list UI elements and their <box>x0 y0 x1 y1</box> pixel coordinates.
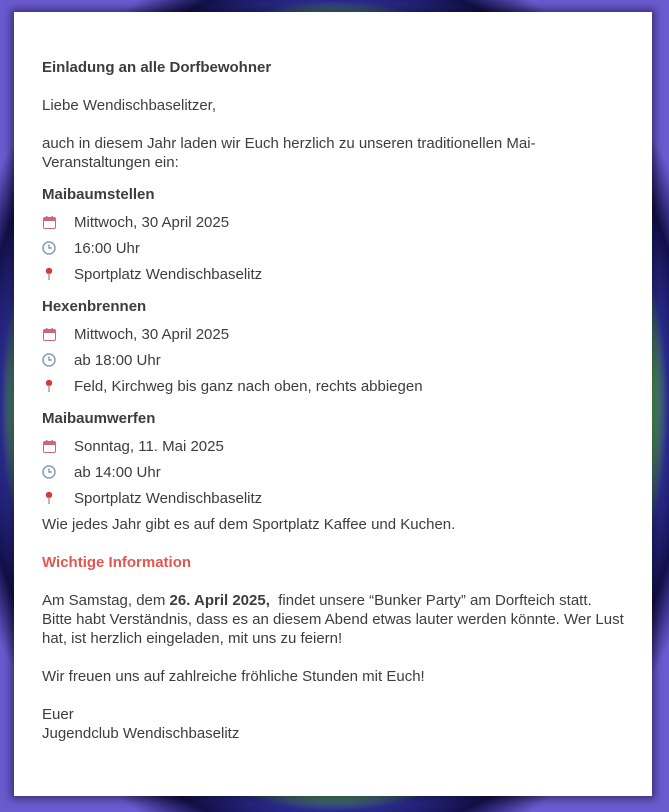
event-time-row <box>42 459 624 485</box>
event-location: Sportplatz Wendischbaselitz <box>74 489 263 507</box>
signature-line-2: Jugendclub Wendischbaselitz <box>42 725 240 742</box>
event-time-row <box>42 347 624 373</box>
event-title: Maibaumwerfen <box>42 410 156 427</box>
clock-icon <box>42 465 56 479</box>
event-date-row <box>42 209 624 235</box>
info-prefix: Am Samstag, dem <box>42 592 170 609</box>
closing-line: Wir freuen uns auf zahlreiche fröhliche Stunden mit Euch! <box>42 668 425 685</box>
info-paragraph <box>42 591 628 648</box>
important-heading: Wichtige Information <box>42 554 192 571</box>
event-title: Hexenbrennen <box>42 298 147 315</box>
location-pin-icon <box>42 491 56 505</box>
event-title: Maibaumstellen <box>42 186 155 203</box>
event-date: Mittwoch, 30 April 2025 <box>74 325 230 343</box>
event-location: Sportplatz Wendischbaselitz <box>74 265 263 283</box>
location-pin-icon <box>42 379 56 393</box>
event-location-row <box>42 261 624 287</box>
event-date: Sonntag, 11. Mai 2025 <box>74 437 224 455</box>
event-date-row <box>42 321 624 347</box>
invitation-title: Einladung an alle Dorfbewohner <box>42 59 272 76</box>
location-pin-icon <box>42 267 56 281</box>
clock-icon <box>42 241 56 255</box>
clock-icon <box>42 353 56 367</box>
event-location: Feld, Kirchweg bis ganz nach oben, rechts abbiegen <box>74 377 423 395</box>
event-time: ab 14:00 Uhr <box>74 463 161 481</box>
event-date-row <box>42 433 624 459</box>
event-location-row <box>42 485 624 511</box>
info-date: 26. April 2025, <box>169 592 270 609</box>
event-hexenbrennen <box>42 297 624 399</box>
intro-text: auch in diesem Jahr laden wir Euch herzlich zu unseren traditionellen Mai-Veranstaltungen ein: <box>42 135 536 171</box>
event-maibaumwerfen <box>42 409 624 511</box>
event-time: 16:00 Uhr <box>74 239 140 257</box>
event-location-row <box>42 373 624 399</box>
event-time-row <box>42 235 624 261</box>
invitation-card <box>14 12 652 796</box>
greeting: Liebe Wendischbaselitzer, <box>42 97 216 114</box>
signature-line-1: Euer <box>42 706 74 723</box>
info-suffix: findet unsere “Bunker Party” am Dorfteich statt. Bitte habt Verständnis, dass es an diesem Abend etwas lauter werden könnte. Wer Lust hat, ist herzlich eingeladen, mit uns zu feiern! <box>42 592 628 647</box>
calendar-icon <box>42 215 56 229</box>
event-time: ab 18:00 Uhr <box>74 351 161 369</box>
calendar-icon <box>42 327 56 341</box>
coffee-note: Wie jedes Jahr gibt es auf dem Sportplatz Kaffee und Kuchen. <box>42 516 456 533</box>
event-maibaumstellen <box>42 185 624 287</box>
calendar-icon <box>42 439 56 453</box>
event-date: Mittwoch, 30 April 2025 <box>74 213 230 231</box>
